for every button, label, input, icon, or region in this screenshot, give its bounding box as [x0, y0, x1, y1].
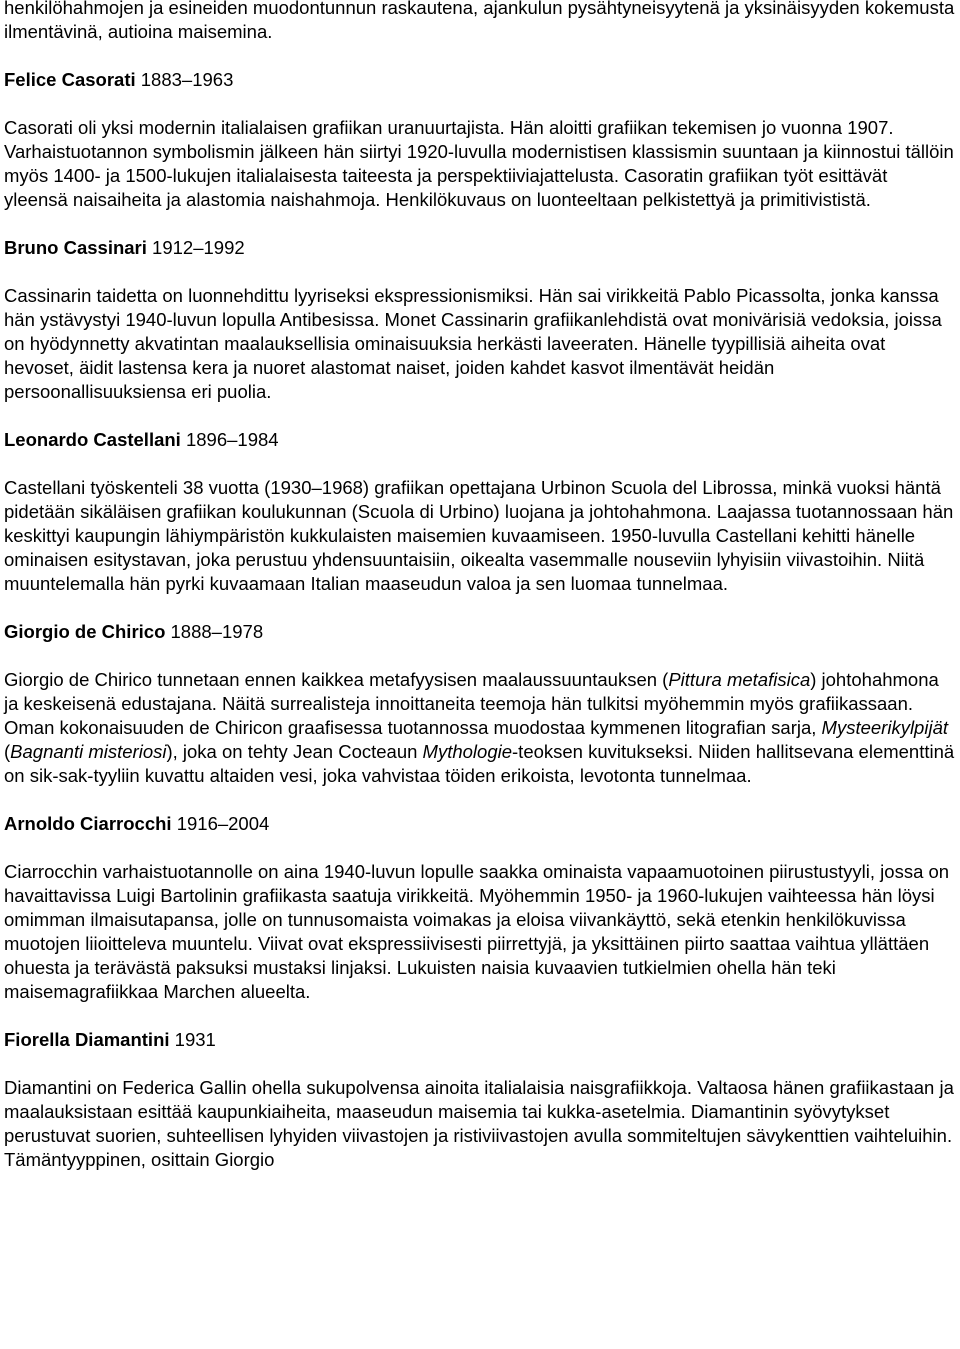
artist-heading-ciarrocchi: [4, 812, 956, 836]
intro-paragraph: henkilöhahmojen ja esineiden muodontunnun raskautena, ajankulun pysähtyneisyytenä ja yksinäisyyden kokemusta ilmentävinä, autioina maisemina.: [4, 0, 955, 42]
artist-years: 1931: [174, 1029, 216, 1050]
artist-name: Felice Casorati: [4, 69, 136, 90]
artist-heading-casorati: [4, 68, 956, 92]
artist-name: Bruno Cassinari: [4, 237, 147, 258]
body-text: (: [4, 741, 11, 762]
body-text: Giorgio de Chirico tunnetaan ennen kaikkea metafyysisen maalaussuuntauksen (: [4, 669, 669, 690]
artist-heading-cassinari: [4, 236, 956, 260]
italic-title: Bagnanti misteriosi: [10, 741, 167, 762]
italic-title: Mysteerikylpijät: [821, 717, 948, 738]
artist-heading-diamantini: [4, 1028, 956, 1052]
italic-title: Mythologie: [422, 741, 513, 762]
artist-name: Fiorella Diamantini: [4, 1029, 170, 1050]
artist-name: Giorgio de Chirico: [4, 621, 166, 642]
artist-body-diamantini: Diamantini on Federica Gallin ohella sukupolvensa ainoita italialaisia naisgrafiikkoja. Valtaosa hänen grafiikastaan ja maalauksistaan esittää kaupunkiaiheita, maaseudun maisemia tai kukka-asetelmia. Diamantinin syövytykset perustuvat suorien, suhteellisen lyhyiden viivastojen ja ristiviivastojen avulla sommiteltujen sävykenttien vaihteluihin. Tämäntyyppinen, osittain Giorgio: [4, 1077, 954, 1170]
body-text: ), joka on tehty Jean Cocteaun: [166, 741, 423, 762]
artist-years: 1916–2004: [176, 813, 270, 834]
document-page: [4, 0, 956, 1196]
artist-name: Leonardo Castellani: [4, 429, 181, 450]
artist-years: 1896–1984: [185, 429, 279, 450]
artist-heading-castellani: [4, 428, 956, 452]
artist-body-dechirico: [4, 668, 956, 788]
body-text: ) johtohahmona ja keskeisenä edustajana. Näitä surrealisteja innoittaneita teemoja hän tulkitsi myöhemmin myös grafiikassaan. Oman kokonaisuuden de Chiricon graafisessa tuotannossa muodostaa kymmenen litografian sarja,: [4, 669, 939, 738]
artist-body-ciarrocchi: Ciarrocchin varhaistuotannolle on aina 1940-luvun lopulle saakka ominaista vapaamuotoinen piirustustyyli, jossa on havaittavissa Luigi Bartolinin grafiikasta saatuja virikkeitä. Myöhemmin 1950- ja 1960-lukujen vaihteessa hän löysi omimman ilmaisutapansa, jolle on tunnusomaista voimakas ja eloisa viivankäyttö, sekä etenkin henkilökuvissa muotojen liioitteleva muuntelu. Viivat ovat ekspressiivisesti piirrettyjä, ja yksittäinen piirto saattaa vaihtua yllättäen ohuesta ja terävästä paksuksi mustaksi linjaksi. Lukuisten naisia kuvaavien tutkielmien ohella hän teki maisemagrafiikkaa Marchen alueelta.: [4, 861, 950, 1002]
artist-heading-dechirico: [4, 620, 956, 644]
artist-years: 1888–1978: [170, 621, 264, 642]
artist-name: Arnoldo Ciarrocchi: [4, 813, 172, 834]
artist-body-castellani: Castellani työskenteli 38 vuotta (1930–1968) grafiikan opettajana Urbinon Scuola del Librossa, minkä vuoksi häntä pidetään sikäläisen grafiikan koulukunnan (Scuola di Urbino) luojana ja johtohahmona. Laajassa tuotannossaan hän keskittyi kaupungin lähiympäristön kukkulaisten maisemien kuvaamiseen. 1950-luvulla Castellani kehitti hänelle ominaisen esitystavan, joka perustuu yhdensuuntaisiin, oikealta vasemmalle nouseviin lyhyisiin viivastoihin. Niitä muuntelemalla hän pyrki kuvaamaan Italian maaseudun valoa ja sen luomaa tunnelmaa.: [4, 477, 954, 594]
artist-years: 1912–1992: [152, 237, 245, 258]
body-text: -teoksen kuvitukseksi. Niiden hallitsevana elementtinä on sik-sak-tyyliin kuvattu altaiden vesi, joka vahvistaa töiden erikoista, levotonta tunnelmaa.: [4, 741, 955, 786]
artist-body-cassinari: Cassinarin taidetta on luonnehdittu lyyriseksi ekspressionismiksi. Hän sai virikkeitä Pablo Picassolta, jonka kanssa hän ystävystyi 1940-luvun lopulla Antibesissa. Monet Cassinarin grafiikanlehdistä ovat monivärisiä vedoksia, joissa on hyödynnetty akvatintan maalauksellisia ominaisuuksia herkästi laveeraten. Hänelle tyypillisiä aiheita ovat hevoset, äidit lastensa kera ja nuoret alastomat naiset, joiden kahdet kasvot ilmentävät heidän persoonallisuuksiensa eri puolia.: [4, 285, 942, 402]
italic-title: Pittura metafisica: [668, 669, 811, 690]
artist-body-casorati: Casorati oli yksi modernin italialaisen grafiikan uranuurtajista. Hän aloitti grafiikan tekemisen jo vuonna 1907. Varhaistuotannon symbolismin jälkeen hän siirtyi 1920-luvulla modernistisen klassismin suuntaan ja kiinnostui tällöin myös 1400- ja 1500-lukujen italialaisesta taiteesta ja perspektiiviajattelusta. Casoratin grafiikan työt esittävät yleensä naisaiheita ja alastomia naishahmoja. Henkilökuvaus on luonteeltaan pelkistettyä ja primitivististä.: [4, 117, 954, 210]
artist-years: 1883–1963: [140, 69, 234, 90]
